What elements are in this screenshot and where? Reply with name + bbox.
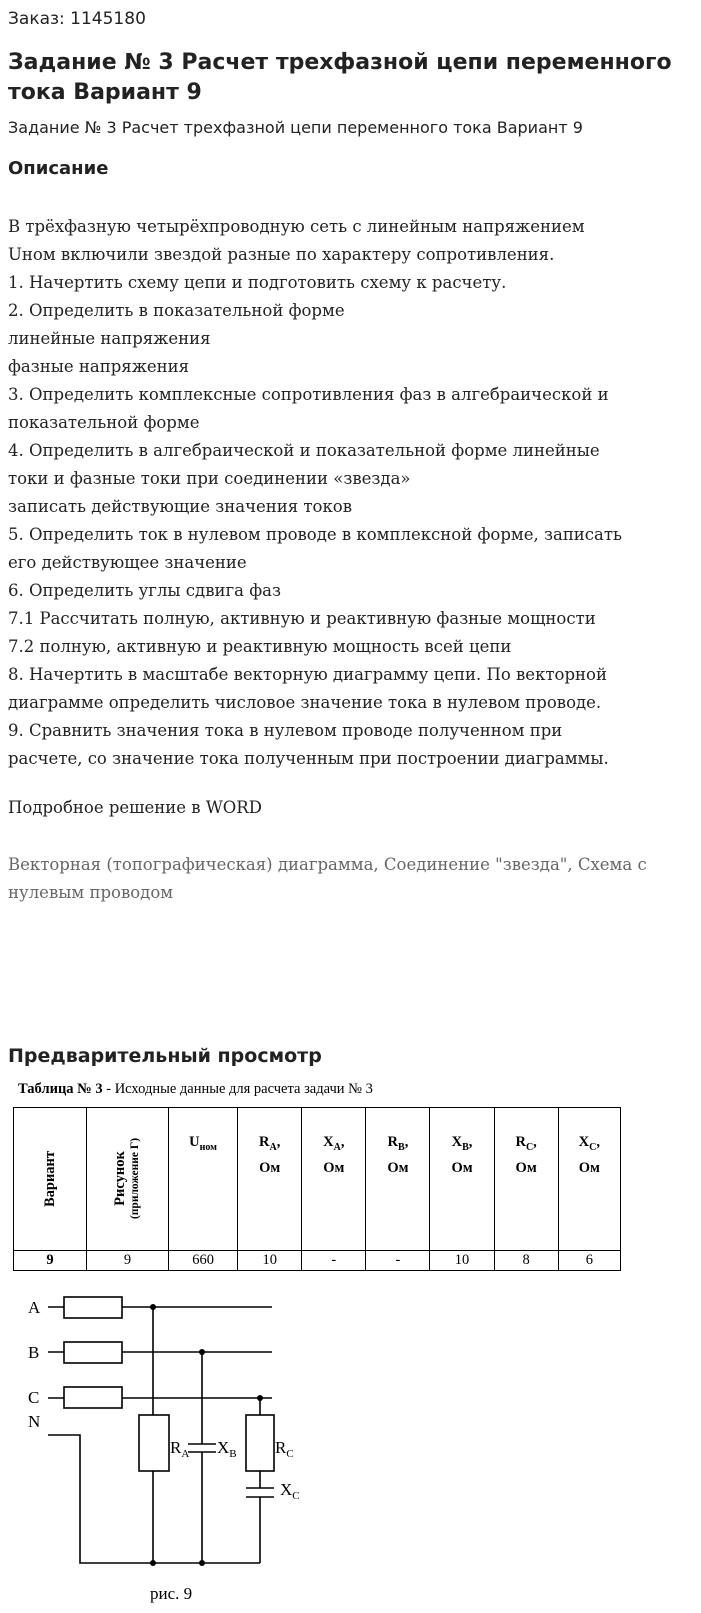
cell-xc: 6: [558, 1251, 620, 1271]
preview-heading: Предварительный просмотр: [8, 1045, 322, 1067]
junction-dot: [257, 1395, 263, 1401]
label-xb: $X_B$: [217, 1438, 237, 1460]
description-line: токи и фазные токи при соединении «звезда»: [8, 469, 411, 488]
description-line: 8. Начертить в масштабе векторную диаграмму цепи. По векторной: [8, 665, 607, 684]
description-line: Uном включили звездой разные по характеру сопротивления.: [8, 245, 555, 264]
table-row: [14, 1251, 621, 1271]
junction-dot: [150, 1304, 156, 1310]
description-line: 1. Начертить схему цепи и подготовить схему к расчету.: [8, 273, 507, 292]
description-heading: Описание: [8, 158, 109, 179]
header-u-nom: $U_{ном}$: [168, 1108, 237, 1251]
table-caption-number: Таблица № 3: [18, 1081, 103, 1097]
junction-dot: [150, 1560, 156, 1566]
table-caption: [18, 1081, 373, 1098]
label-ra: $R_A$: [170, 1438, 190, 1460]
description-line: 9. Сравнить значения тока в нулевом проводе полученном при: [8, 721, 563, 740]
junction-dot: [199, 1349, 205, 1355]
junction-dot: [199, 1560, 205, 1566]
cell-u-nom: 660: [168, 1251, 237, 1271]
header-xa: $X_A$, Ом: [302, 1108, 366, 1251]
description-line: 3. Определить комплексные сопротивления фаз в алгебраической и: [8, 385, 609, 404]
header-ra: $R_A$, Ом: [238, 1108, 302, 1251]
label-rc: $R_C$: [275, 1438, 294, 1460]
fuse-b: [64, 1342, 122, 1363]
word-note: Подробное решение в WORD: [8, 798, 262, 817]
page-subtitle: Задание № 3 Расчет трехфазной цепи переменного тока Вариант 9: [8, 118, 583, 137]
description-line: диаграмме определить числовое значение тока в нулевом проводе.: [8, 693, 602, 712]
cell-xb: 10: [430, 1251, 494, 1271]
label-b: B: [28, 1343, 40, 1362]
label-xc: $X_C$: [280, 1480, 300, 1502]
order-number: Заказ: 1145180: [8, 9, 146, 29]
cell-rc: 8: [494, 1251, 558, 1271]
description-line: 4. Определить в алгебраической и показательной форме линейные: [8, 441, 600, 460]
header-figure: Рисунок (приложение Г): [86, 1108, 168, 1251]
description-line: его действующее значение: [8, 553, 247, 572]
page-title: Задание № 3 Расчет трехфазной цепи переменного тока Вариант 9: [8, 50, 672, 105]
fuse-c: [64, 1387, 122, 1408]
description-line: расчете, со значение тока полученным при построении диаграммы.: [8, 749, 609, 768]
fuse-a: [64, 1297, 122, 1318]
source-data-table: [13, 1107, 621, 1271]
figure-caption: рис. 9: [150, 1584, 193, 1603]
description-line: 6. Определить углы сдвига фаз: [8, 581, 281, 600]
description-line: линейные напряжения: [8, 329, 211, 348]
table-header-row: [14, 1108, 621, 1251]
cell-figure: 9: [86, 1251, 168, 1271]
header-xc: $X_C$, Ом: [558, 1108, 620, 1251]
description-line: 5. Определить ток в нулевом проводе в комплексной форме, записать: [8, 525, 622, 544]
label-a: A: [28, 1298, 41, 1317]
label-c: C: [28, 1388, 40, 1407]
cell-xa: -: [302, 1251, 366, 1271]
description-line: фазные напряжения: [8, 357, 190, 376]
preview-image: [0, 1075, 701, 1613]
cell-variant: 9: [14, 1251, 87, 1271]
circuit-diagram: [0, 1285, 701, 1613]
label-n: N: [28, 1412, 41, 1431]
tags-text: Векторная (топографическая) диаграмма, Соединение "звезда", Схема с нулевым проводом: [8, 855, 647, 902]
description-line: 7.2 полную, активную и реактивную мощность всей цепи: [8, 637, 512, 656]
description-line: 2. Определить в показательной форме: [8, 301, 345, 320]
table-caption-text: - Исходные данные для расчета задачи № 3: [102, 1081, 373, 1097]
description-text: [8, 213, 698, 773]
resistor-rc: [246, 1415, 274, 1471]
description-line: В трёхфазную четырёхпроводную сеть с линейным напряжением: [8, 217, 585, 236]
description-line: записать действующие значения токов: [8, 497, 353, 516]
resistor-ra: [139, 1415, 169, 1471]
description-line: показательной форме: [8, 413, 200, 432]
description-line: 7.1 Рассчитать полную, активную и реактивную фазные мощности: [8, 609, 596, 628]
cell-rb: -: [366, 1251, 430, 1271]
header-xb: $X_B$, Ом: [430, 1108, 494, 1251]
header-variant: Вариант: [14, 1108, 87, 1251]
header-rc: $R_C$, Ом: [494, 1108, 558, 1251]
header-rb: $R_B$, Ом: [366, 1108, 430, 1251]
cell-ra: 10: [238, 1251, 302, 1271]
